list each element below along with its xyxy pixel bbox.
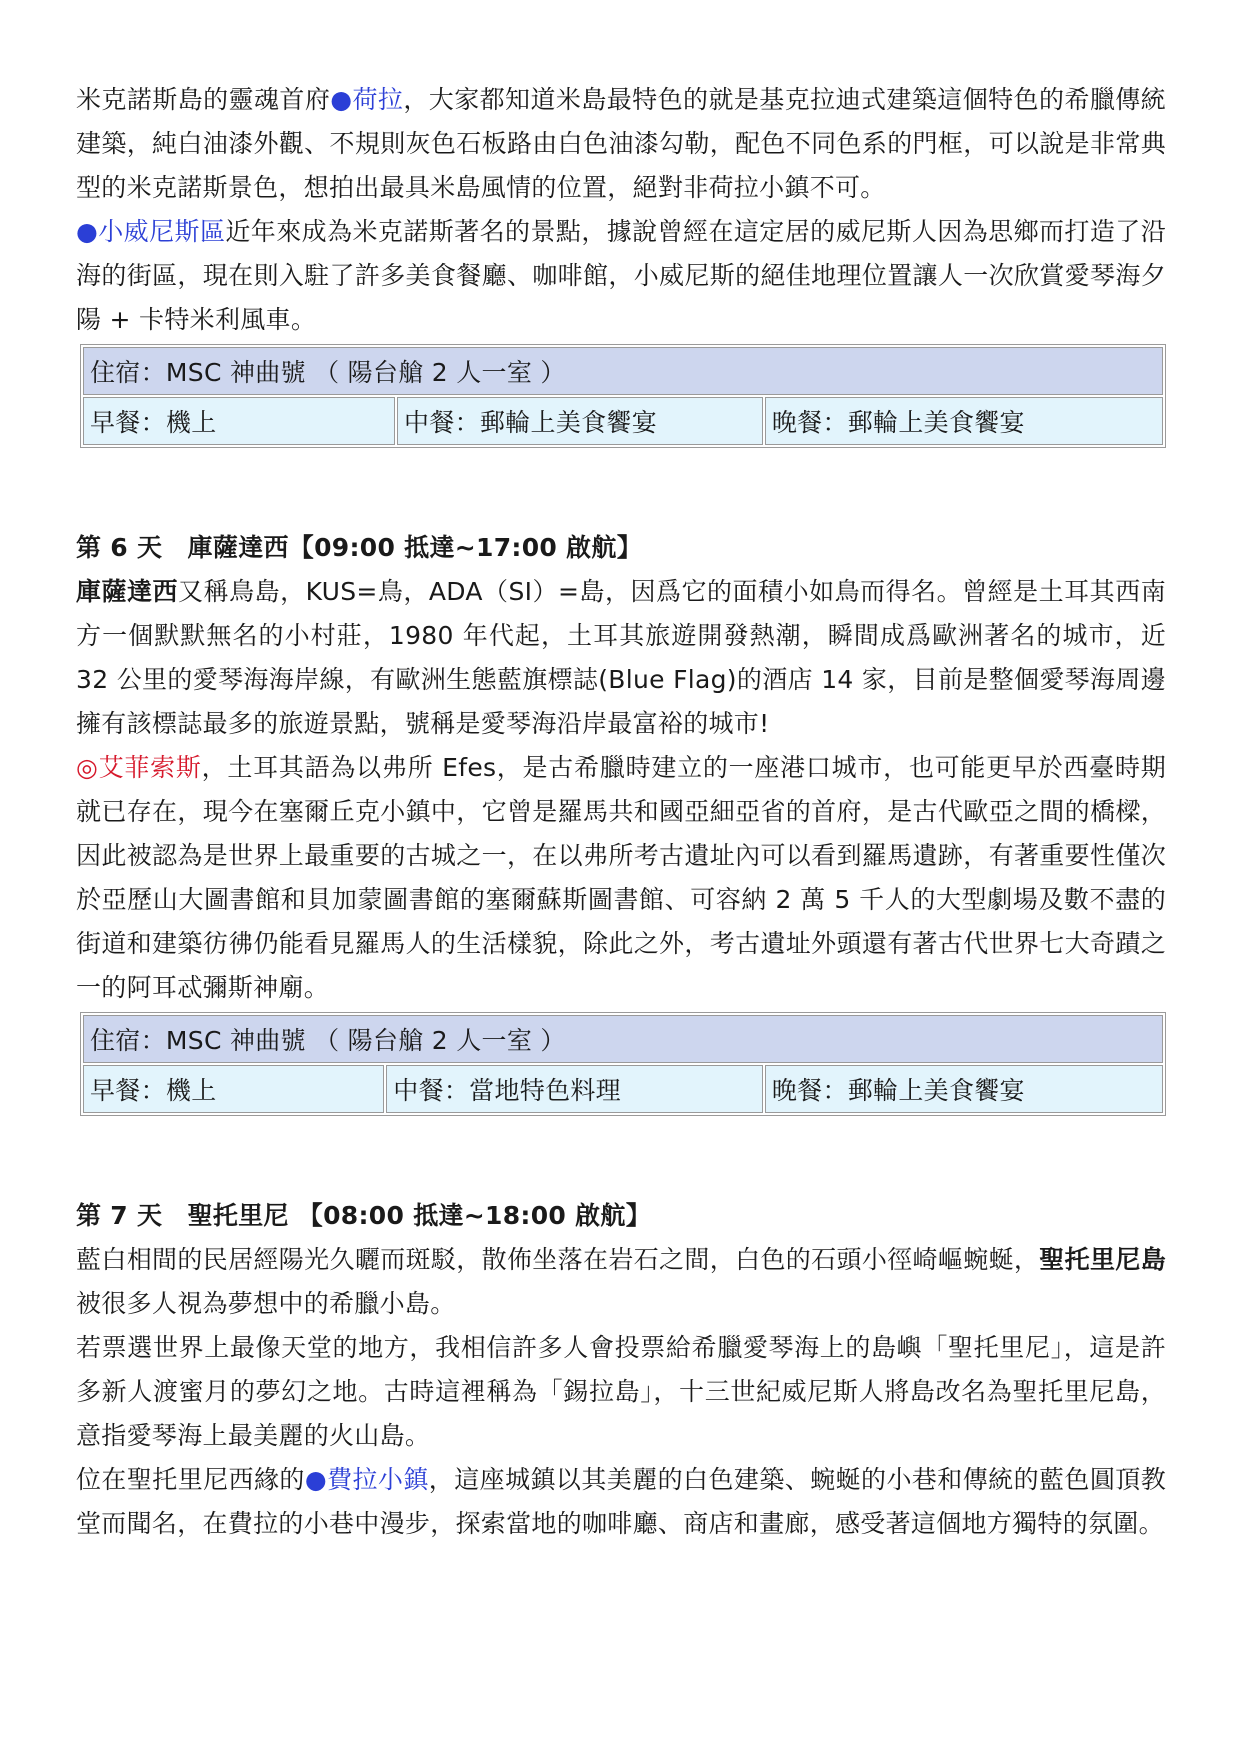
info-table-prev: [80, 344, 1166, 448]
bold-place-name: 庫薩達西: [76, 577, 179, 606]
paragraph-text: 又稱鳥島，KUS=鳥，ADA（SI）=島，因爲它的面積小如鳥而得名。曾經是土耳其西南方一個默默無名的小村莊，1980 年代起，土耳其旅遊開發熱潮，瞬間成爲歐洲著名的城市，近 32 公里的愛琴海海岸線，有歐洲生態藍旗標誌(Blue Flag)的酒店 14 家，目前是整個愛琴海周邊擁有該標誌最多的旅遊景點，號稱是愛琴海沿岸最富裕的城市!: [76, 577, 1166, 738]
dinner-cell: 晚餐：郵輪上美食饗宴: [765, 1065, 1163, 1113]
link-ephesus[interactable]: ◎艾菲索斯: [76, 753, 202, 782]
dinner-cell: 晚餐：郵輪上美食饗宴: [765, 397, 1163, 445]
paragraph-santorini-paradise: 若票選世界上最像天堂的地方，我相信許多人會投票給希臘愛琴海上的島嶼「聖托里尼」，這是許多新人渡蜜月的夢幻之地。古時這裡稱為「錫拉島」，十三世紀威尼斯人將島改名為聖托里尼島，意指愛琴海上最美麗的火山島。: [76, 1333, 1166, 1450]
day-6-heading: 第 6 天 庫薩達西【09:00 抵達~17:00 啟航】: [76, 533, 643, 562]
accommodation-cell: 住宿：MSC 神曲號 （ 陽台艙 2 人一室 ）: [83, 1015, 1163, 1063]
paragraph-text: 米克諾斯島的靈魂首府: [76, 85, 331, 114]
document-page: [76, 78, 1166, 1546]
paragraph-santorini-intro: [76, 1238, 1166, 1326]
paragraph-text: ，這座城鎮以其美麗的白色建築、蜿蜒的小巷和傳統的藍色圓頂教堂而聞名，在費拉的小巷中漫步，探索當地的咖啡廳、商店和畫廊，感受著這個地方獨特的氛圍。: [76, 1465, 1167, 1538]
paragraph-text: 藍白相間的民居經陽光久曬而斑駁，散佈坐落在岩石之間，白色的石頭小徑崎嶇蜿蜒，: [76, 1245, 1040, 1274]
paragraph-little-venice: [76, 210, 1166, 342]
link-little-venice[interactable]: ●小威尼斯區: [76, 217, 226, 246]
paragraph-text: ，大家都知道米島最特色的就是基克拉迪式建築這個特色的希臘傳統建築，純白油漆外觀、不規則灰色石板路由白色油漆勾勒，配色不同色系的門框，可以說是非常典型的米克諾斯景色，想拍出最具米島風情的位置，絕對非荷拉小鎮不可。: [76, 85, 1166, 202]
paragraph-text: 位在聖托里尼西緣的: [76, 1465, 305, 1494]
info-table-day-6: [80, 1012, 1166, 1116]
paragraph-ephesus: [76, 746, 1166, 1010]
paragraph-kusadasi: [76, 570, 1166, 746]
paragraph-text: 被很多人視為夢想中的希臘小島。: [76, 1289, 456, 1318]
lunch-cell: 中餐：當地特色料理: [386, 1065, 763, 1113]
breakfast-cell: 早餐：機上: [83, 397, 395, 445]
day-7-heading: 第 7 天 聖托里尼 【08:00 抵達~18:00 啟航】: [76, 1201, 652, 1230]
paragraph-chora: [76, 78, 1166, 210]
breakfast-cell: 早餐：機上: [83, 1065, 384, 1113]
accommodation-cell: 住宿：MSC 神曲號 （ 陽台艙 2 人一室 ）: [83, 347, 1163, 395]
lunch-cell: 中餐：郵輪上美食饗宴: [397, 397, 763, 445]
bold-place-name: 聖托里尼島: [1039, 1245, 1166, 1274]
link-chora[interactable]: ●荷拉: [330, 85, 404, 114]
link-fira[interactable]: ●費拉小鎮: [304, 1465, 429, 1494]
paragraph-text: ，土耳其語為以弗所 Efes，是古希臘時建立的一座港口城市，也可能更早於西臺時期就已存在，現今在塞爾丘克小鎮中，它曾是羅馬共和國亞細亞省的首府，是古代歐亞之間的橋樑，因此被認為是世界上最重要的古城之一，在以弗所考古遺址內可以看到羅馬遺跡，有著重要性僅次於亞歷山大圖書館和貝加蒙圖書館的塞爾蘇斯圖書館、可容納 2 萬 5 千人的大型劇場及數不盡的街道和建築彷彿仍能看見羅馬人的生活樣貌，除此之外，考古遺址外頭還有著古代世界七大奇蹟之一的阿耳忒彌斯神廟。: [76, 753, 1166, 1002]
paragraph-text: 近年來成為米克諾斯著名的景點，據說曾經在這定居的威尼斯人因為思鄉而打造了沿海的街區，現在則入駐了許多美食餐廳、咖啡館，小威尼斯的絕佳地理位置讓人一次欣賞愛琴海夕陽 + 卡特米利風車。: [76, 217, 1166, 334]
paragraph-fira: [76, 1458, 1166, 1546]
